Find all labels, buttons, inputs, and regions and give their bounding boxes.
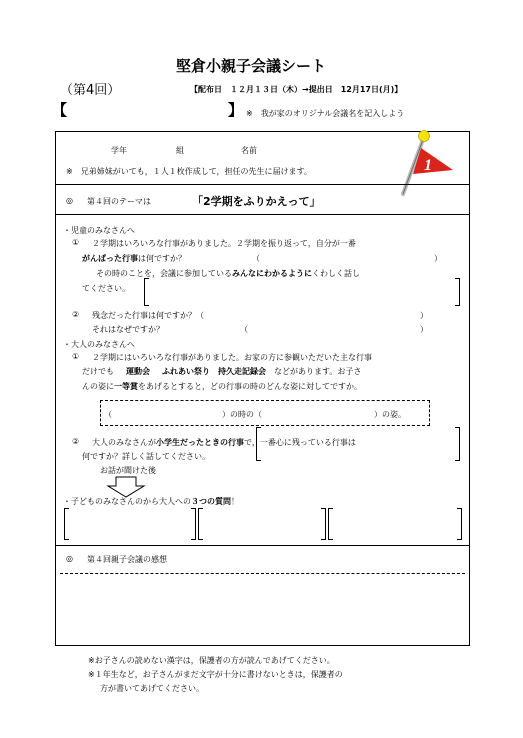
child-q1-instruction-a: その時のことを，会議に参加している [96,269,232,278]
adult-q1-question [82,381,362,392]
child-q2-number: ② [72,310,80,319]
divider-theme [55,214,470,215]
child-q1-number: ① [72,238,80,247]
child-q1-answer-box[interactable] [144,278,460,306]
child-q1-instruction-b: くわしく話し [312,269,360,278]
adult-q2-answer-box[interactable] [256,427,460,461]
after-talk-label: お話が聞けた後 [100,466,156,475]
name-label: 名前 [241,146,257,155]
adult-q1-events-b: などがあります。お子さ [274,367,362,376]
child-q1-text: ２学期はいろいろな行事がありました。２学期を振り返って，自分が一番 [92,239,356,248]
adult-q2-text-bold: 小学生だったときの行事 [156,438,244,447]
meeting-name-open-bracket: 【 [52,101,68,119]
footer-note-3: 方が書いてあげてください。 [100,684,204,693]
distribution-dates: 【配布日 １２月１３日（木）→提出日 12月17日(月)】 [190,85,403,94]
questions-heading-bold: ３つの質問 [191,497,231,506]
divider-impression [55,545,470,546]
flag-icon [397,128,459,200]
footer-note-1: ※お子さんの読めない漢字は，保護者の方が読んであげてください。 [88,656,335,665]
flag-number: 1 [424,157,432,174]
adult-q2-number: ② [72,437,80,446]
meeting-name-note: ※ 我が家のオリジナル会議名を記入しよう [246,109,405,118]
child-q2-why: それはなぜですか？ [92,325,164,334]
class-label: 組 [176,146,184,155]
down-arrow-icon [106,476,146,498]
child-q1-instruction-bold: みんなにわかるように [232,269,312,278]
adult-q1-fill-middle: ）の時の（ [222,410,262,419]
child-q2-why-paren-close: ） [420,325,428,334]
adult-q1-fill-end: ）の姿。 [374,410,406,419]
questions-heading-a: ・子どもの [63,497,103,506]
child-q1-paren-open: （ [252,254,260,263]
children-heading: ・児童のみなさんへ [63,226,135,235]
session-number: （第4回） [60,83,121,98]
flag-ball [419,131,430,142]
theme-mark: ◎ [66,196,73,205]
event-endurance-run: 持久走記録会 [218,367,266,376]
adult-q1-question-bold: 一等賞 [114,382,138,391]
impression-label: 第４回親子会議の感想 [87,555,167,564]
adult-q2-request: 何ですか？詳しく話してください。 [82,452,210,461]
adult-q1-events-a: だけでも [82,367,114,376]
question-box-2[interactable] [198,508,326,540]
event-sports-day: 運動会 [126,367,150,376]
child-q1-instruction-end: てください。 [82,284,130,293]
child-q1-question [82,253,186,264]
footer-note-2: ※１年生など，お子さんがまだ文字が十分に書けないときは，保護者の [88,670,343,679]
questions-heading-c: ！ [231,497,239,506]
impression-writing-area[interactable] [58,575,467,643]
adult-q2-text-b: で，一番心に残っている行事は [244,438,356,447]
sibling-note: ※ 兄弟姉妹がいても，１人１枚作成して，担任の先生に届けます。 [66,167,312,176]
questions-heading-b: みなさんのから大人への [103,497,191,506]
child-q2-paren-close: ） [420,311,428,320]
event-festival: ふれあい祭り [162,367,210,376]
meeting-name-close-bracket: 】 [228,101,244,119]
child-q1-bold: がんばった行事 [82,254,138,263]
adult-q1-fill-open: （ [104,410,112,419]
adult-q1-question-b: をあげるとすると，どの行事の時のどんな姿に対してですか。 [138,382,362,391]
divider-info [55,184,470,185]
page-title: 堅倉小親子会議シート [176,57,327,75]
theme-value: 「2学期をふりかえって」 [192,195,321,208]
adults-heading: ・大人のみなさんへ [63,340,135,349]
grade-label: 学年 [111,146,127,155]
child-q1-paren-close: ） [434,254,442,263]
adult-q2-text-a: 大人のみなさんが [92,438,156,447]
child-q2-why-paren-open: （ [240,325,248,334]
question-box-3[interactable] [328,508,462,540]
question-box-1[interactable] [64,508,196,540]
child-q2-text: 残念だった行事は何ですか？（ [92,311,204,320]
child-q1-question-rest: は何ですか？ [138,254,186,263]
impression-mark: ◎ [66,554,73,563]
adult-q1-text: ２学期にはいろいろな行事がありました。お家の方に参観いただいた主な行事 [92,353,372,362]
adult-q1-events [82,366,361,377]
meeting-name-field[interactable] [70,101,228,119]
impression-dashed-line [60,573,465,574]
theme-label: 第４回のテーマは [87,197,151,206]
questions-heading [63,496,239,507]
adult-q1-number: ① [72,352,80,361]
adult-q1-question-a: んの姿に [82,382,114,391]
